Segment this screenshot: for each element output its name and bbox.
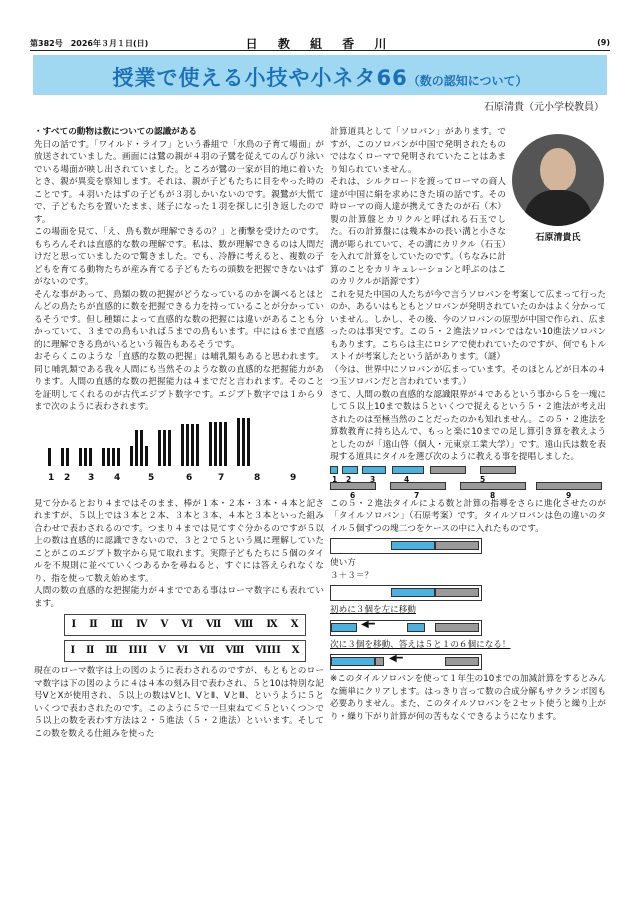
title-banner (33, 55, 607, 95)
header-rule (30, 50, 610, 51)
paragraph: （今は、世界中にソロバンが広まっています。そのほとんどが日本の４つ玉ソロバンだと言われています。） (330, 364, 606, 387)
paragraph: 人間の数の直感的な把握能力が４までである事はローマ数字にも表れています。 (34, 586, 324, 609)
author-line: 石原清貴（元小学校教員） (484, 102, 604, 113)
issue-info: 第382号 2026年３月１日(日) (30, 39, 149, 48)
usage-label: 使い方 (330, 558, 356, 568)
roman-numerals-ancient: Ⅰ Ⅱ Ⅲ ⅠⅠⅠⅠ Ⅴ Ⅵ Ⅶ Ⅷ ⅥⅠⅠⅠ Ⅹ (64, 640, 306, 662)
right-column (330, 126, 606, 723)
photo-caption: 石原清貴氏 (535, 233, 581, 243)
paragraph: ※このタイルソロバンを使って１年生の10までの加減計算をするとみんな簡単にクリアします。はっきり言って数の合成分解もサクランボ図も必要ありません。また、このタイルソロバンを２セット使うと繰り上がり・繰り下がり計算が何の苦もなくできるようになります。 (330, 674, 606, 722)
paragraph: さて、人間の数の直感的な認識限界が４であるという事から５を一塊にして５以上10まで数は５といくつで捉えるという５・２進法が考え出されたのは至極当然のことだったのかも知れません。この５・２進法を算数教育に持ち込んで、もっと楽に10までの足し算引き算を教えようとしたのが「遠山啓（個人・元東京工業大学）」です。遠山氏は数を表現する道具にタイルを選び次のように教える事を提唱しました。 (330, 389, 606, 462)
paragraph: 計算道具として「ソロバン」があります。ですが、このソロバンが中国で発明されたものではなくローマで発明されていたことはあまり知られていません。 (330, 127, 506, 175)
newsletter-title: 日 教 組 香 川 (245, 37, 395, 51)
egyptian-digit-labels: 1 2 3 4 5 6 7 8 9 (48, 472, 297, 483)
roman-numerals-modern: Ⅰ Ⅱ Ⅲ Ⅳ Ⅴ Ⅵ Ⅶ Ⅷ Ⅸ Ⅹ (64, 614, 306, 636)
tile-soroban-figure (330, 538, 482, 554)
paragraph: そんな事があって、鳥類の数の把握がどうなっているのかを調べるとほとんどの鳥たちが直感的に数を把握できる力を持っていることが分かっているそうです。但し種類によって直感的な数の把握には違いがあることも分かっていて、３までの鳥もいれば５までの鳥もいます。中には６まで直感的に理解できる鳥がいるという報告もあるそうです。 (34, 289, 324, 350)
paragraph: 現在のローマ数字は上の図のように表わされるのですが、もともとのローマ数字は下の図のように４は４本の刻み目で表わされ、５と10は特別な記号ⅤとⅩが使用され、５以上の数はⅤとⅠ、ⅤとⅡ、ⅤとⅢ、というように５といくつで表わされたのです。このように５で一旦束ねて＜５といくつ＞で５以上の数を表わす方法は２・５進法（５・２進法）といいます。そしてこの数を数える仕組みを使った (34, 666, 324, 739)
paragraph: 見て分かるとおり４まではそのまま、棒が１本・２本・３本・４本と記されますが、５以上では３本と２本、３本と３本、４本と３本といった組み合わせで表わされるのです。つまり４までは見てすぐ分かるのですが５以上の数は直感的に認識できないので、３と２で５という風に理解していたことがこのエジプト数字から見て取れます。実際子どもたちに５個のタイルを不規則に並べていくつあるかを尋ねると、すぐには答えられなくなり、指を使って数え始めます。 (34, 498, 324, 584)
paragraph: この５・２進法タイルによる数と計算の指導をさらに進化させたのが「タイルソロバン」（石原考案）です。タイルソロバンは色の違いのタイル５個ずつの塊二つをケースの中に入れたものです。 (330, 498, 606, 534)
paragraph: この場面を見て、「え、鳥も数が理解できるの？」と衝撃を受けたのです。もちろんそれは直感的な数の理解です。私は、数が理解できるのは人間だけだと思っていましたので驚きました。でも、冷静に考えると、複数の子どもを育てる動物たちが産み育てる子どもたちの頭数を把握できないはずがないのです。 (34, 227, 324, 287)
usage-question: ３＋３＝？ (330, 570, 373, 581)
article-title: 授業で使える小技や小ネタ66（数の認知について） (112, 66, 528, 90)
paragraph: それは、シルクロードを渡ってローマの商人達が中国に絹を求めにきた頃の話です。その時ローマの商人達が携えてきたのが石（木）製の計算盤とカリクルと呼ばれる石玉でした。石の計算盤には幾本かの長い溝と小さな溝が彫られていて、その溝にカリクル（石玉）を入れて計算をしていたのです。（ちなみに計算のことをカリキュレーションと呼ぶのはこのカリクルが語源です） (330, 177, 506, 287)
left-column (34, 126, 324, 740)
tile-figure: 1 2 3 4 5 6 7 8 9 (330, 466, 606, 496)
tile-soroban-figure: ◀━ (330, 654, 482, 670)
tile-soroban-figure (330, 585, 482, 601)
egyptian-numerals-figure (48, 418, 310, 492)
paragraph: おそらくこのような「直感的な数の把握」は哺乳類もあると思われます。同じ哺乳類である我々人間にも当然そのような数の直感的な把握能力があります。人間の直感的な数の把握能力は４までだと言われます。そのことを証明してくれるのが古代エジプト数字です。エジプト数字では１から９まで次のように表わされます。 (34, 352, 324, 412)
section-heading: ・すべての動物は数についての認識がある (34, 127, 197, 137)
tile-soroban-figure: ◀━ (330, 620, 482, 636)
step-one: 初めに３個を左に移動 (330, 605, 416, 615)
page-number: (9) (597, 38, 610, 47)
page-header (30, 36, 610, 50)
paragraph: これを見た中国の人たちが今で言うソロバンを考案して広まって行ったのか、あるいはもともとソロバンが発明されていたのかはよく分かっていません。しかし、その後、今のソロバンの原型が中国で作られ、広まったのは事実です。この５・２進法ソロバンではない10進法ソロバンもあります。こちらは主にロシアで使われていたのですが、何でもトルストイが考案したという話があります。（謎） (330, 289, 606, 362)
paragraph: 先日の話です。「ワイルド・ライフ」という番組で「水鳥の子育て場面」が放送されていました。画面には鷺の親が４羽の子鷺を従えてのんびり泳いでいる場面が映し出されていました。ところが鷺の一家が目的地に着いたとき、親が異変を察知します。それは、親が子どもたちに目をやった時のことです。４羽いたはずの子どもが３羽しかいないのです。親鷺が大慌てで、子どもたちを置いたまま、迷子になった１羽を探しに引き返したのです。 (34, 139, 324, 225)
step-two: 次に３個を移動、答えは５と１の６個になる！ (330, 639, 511, 650)
